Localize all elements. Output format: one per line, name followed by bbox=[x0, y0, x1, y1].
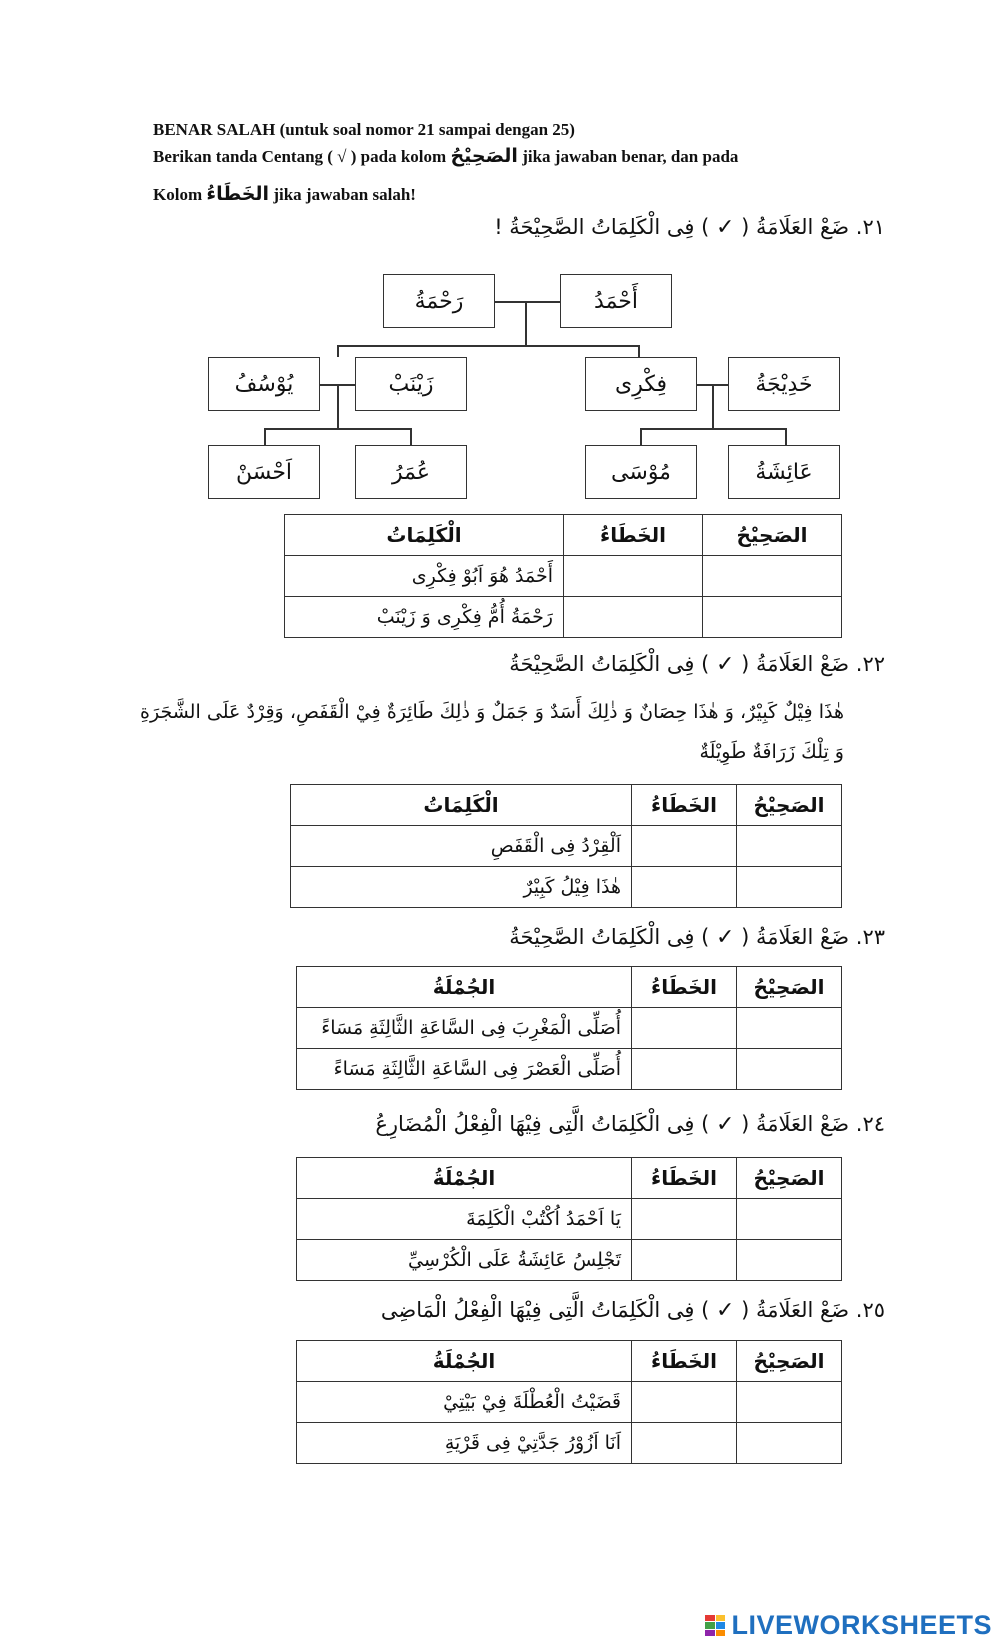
question-number: ٢٣. bbox=[855, 925, 885, 949]
table-row bbox=[297, 1382, 842, 1423]
tree-connector bbox=[410, 428, 412, 445]
question-number: ٢٢. bbox=[855, 652, 885, 676]
tree-connector bbox=[264, 428, 266, 445]
table-row bbox=[297, 1240, 842, 1281]
answer-cell-correct[interactable] bbox=[737, 1240, 842, 1281]
checkmark-icon: ✓ bbox=[715, 652, 735, 677]
header-statement: الجُمْلَةُ bbox=[297, 1341, 632, 1382]
header-statement: الجُمْلَةُ bbox=[297, 1158, 632, 1199]
statement-cell: قَضَيْتُ الْعُطْلَةَ فِيْ بَيْتِيْ bbox=[297, 1382, 632, 1423]
tree-connector bbox=[337, 384, 339, 428]
tree-connector bbox=[525, 301, 527, 346]
instruction-line-1: BENAR SALAH (untuk soal nomor 21 sampai dengan 25) bbox=[153, 120, 575, 139]
instruction-line-3-pre: Kolom bbox=[153, 185, 207, 204]
statement-cell: أُصَلِّى الْعَصْرَ فِى السَّاعَةِ الثَّالِثَةِ مَسَاءً bbox=[297, 1049, 632, 1090]
table-header-row bbox=[297, 1341, 842, 1382]
instruction-line-2-post: jika jawaban benar, dan pada bbox=[517, 147, 739, 166]
answer-cell-wrong[interactable] bbox=[632, 826, 737, 867]
table-header-row bbox=[297, 1158, 842, 1199]
tree-connector bbox=[337, 345, 339, 357]
question-instruction-post: ) فِى الْكَلِمَاتُ الَّتِى فِيْهَا الْفِعْلُ الْمُضَارِعُ bbox=[375, 1112, 710, 1136]
statement-cell: أَحْمَدُ هُوَ اَبُوْ فِكْرِى bbox=[285, 556, 564, 597]
question-instruction-post: ) فِى الْكَلِمَاتُ الصَّحِيْحَةُ ! bbox=[494, 215, 710, 239]
header-wrong: الخَطَاءُ bbox=[632, 967, 737, 1008]
question-instruction-pre: ضَعْ العَلَامَةُ ( bbox=[741, 1112, 850, 1136]
question-25 bbox=[381, 1298, 885, 1323]
tree-node-aisyah: عَائِشَةُ bbox=[728, 445, 840, 499]
answer-cell-correct[interactable] bbox=[737, 1423, 842, 1464]
table-row bbox=[297, 1049, 842, 1090]
tree-connector bbox=[264, 428, 410, 430]
instruction-line-2-pre: Berikan tanda Centang ( √ ) pada kolom bbox=[153, 147, 451, 166]
answer-cell-correct[interactable] bbox=[737, 1382, 842, 1423]
table-row bbox=[297, 1008, 842, 1049]
table-row bbox=[291, 867, 842, 908]
table-row bbox=[297, 1423, 842, 1464]
header-correct: الصَحِيْحُ bbox=[737, 1341, 842, 1382]
header-wrong: الخَطَاءُ bbox=[632, 785, 737, 826]
tree-node-musa: مُوْسَى bbox=[585, 445, 697, 499]
answer-cell-correct[interactable] bbox=[737, 826, 842, 867]
question-24 bbox=[375, 1112, 885, 1137]
tree-connector bbox=[337, 345, 639, 347]
tree-connector bbox=[638, 345, 640, 357]
answer-cell-wrong[interactable] bbox=[632, 1423, 737, 1464]
q23-answer-table bbox=[296, 966, 842, 1090]
liveworksheets-logo[interactable] bbox=[705, 1610, 992, 1641]
header-correct: الصَحِيْحُ bbox=[737, 967, 842, 1008]
tree-connector bbox=[640, 428, 642, 445]
q25-answer-table bbox=[296, 1340, 842, 1464]
question-instruction-pre: ضَعْ العَلَامَةُ ( bbox=[741, 215, 850, 239]
question-instruction-post: ) فِى الْكَلِمَاتُ الصَّحِيْحَةُ bbox=[509, 652, 710, 676]
question-number: ٢٤. bbox=[855, 1112, 885, 1136]
checkmark-icon: ✓ bbox=[715, 215, 735, 240]
tree-connector bbox=[640, 428, 785, 430]
header-correct: الصَحِيْحُ bbox=[737, 1158, 842, 1199]
q22-answer-table bbox=[290, 784, 842, 908]
tree-connector bbox=[785, 428, 787, 445]
statement-cell: هٰذَا فِيْلُ كَبِيْرٌ bbox=[291, 867, 632, 908]
header-wrong: الخَطَاءُ bbox=[564, 515, 703, 556]
checkmark-icon: ✓ bbox=[715, 925, 735, 950]
answer-cell-wrong[interactable] bbox=[632, 867, 737, 908]
answer-cell-wrong[interactable] bbox=[632, 1382, 737, 1423]
table-row bbox=[291, 826, 842, 867]
instruction-line-3-arabic: الخَطَاءُ bbox=[206, 183, 270, 205]
table-header-row bbox=[297, 967, 842, 1008]
tree-connector bbox=[712, 384, 714, 428]
statement-cell: رَحْمَةُ أُمُّ فِكْرِى وَ زَيْنَبْ bbox=[285, 597, 564, 638]
q24-answer-table bbox=[296, 1157, 842, 1281]
instruction-line-3 bbox=[153, 183, 416, 205]
tree-connector bbox=[495, 301, 560, 303]
answer-cell-wrong[interactable] bbox=[632, 1008, 737, 1049]
checkmark-icon: ✓ bbox=[715, 1112, 735, 1137]
instruction-line-2-arabic: الصَحِيْحُ bbox=[450, 145, 518, 167]
answer-cell-wrong[interactable] bbox=[564, 556, 703, 597]
question-instruction-pre: ضَعْ العَلَامَةُ ( bbox=[741, 652, 850, 676]
table-header-row bbox=[291, 785, 842, 826]
tree-node-yusuf: يُوْسُفُ bbox=[208, 357, 320, 411]
answer-cell-wrong[interactable] bbox=[632, 1240, 737, 1281]
answer-cell-wrong[interactable] bbox=[632, 1049, 737, 1090]
instruction-line-2 bbox=[153, 145, 738, 167]
table-row bbox=[297, 1199, 842, 1240]
question-instruction-post: ) فِى الْكَلِمَاتُ الَّتِى فِيْهَا الْفِعْلُ الْمَاضِى bbox=[380, 1298, 710, 1322]
tree-node-fikri: فِكْرِى bbox=[585, 357, 697, 411]
header-statement: الجُمْلَةُ bbox=[297, 967, 632, 1008]
question-instruction-pre: ضَعْ العَلَامَةُ ( bbox=[741, 1298, 850, 1322]
statement-cell: أُصَلِّى الْمَغْرِبَ فِى السَّاعَةِ الثَّالِثَةِ مَسَاءً bbox=[297, 1008, 632, 1049]
header-correct: الصَحِيْحُ bbox=[737, 785, 842, 826]
answer-cell-correct[interactable] bbox=[737, 1199, 842, 1240]
statement-cell: اَنَا اَزُوْرُ جَدَّتِيْ فِى قَرْيَةِ bbox=[297, 1423, 632, 1464]
tree-node-zainab: زَيْنَبْ bbox=[355, 357, 467, 411]
tree-node-rahmah: رَحْمَةُ bbox=[383, 274, 495, 328]
q22-passage: هٰذَا فِيْلٌ كَبِيْرٌ، وَ هٰذَا حِصَانٌ وَ ذٰلِكَ أَسَدٌ وَ جَمَلٌ وَ ذٰلِكَ طَائِرَةٌ فِيْ الْقَفَصِ، وَقِرْدٌ عَلَى الشَّجَرَةِ وَ تِلْكَ زَرَافَةٌ طَوِيْلَةٌ bbox=[140, 701, 844, 763]
question-instruction-pre: ضَعْ العَلَامَةُ ( bbox=[741, 925, 850, 949]
tree-node-ahsan: اَحْسَنْ bbox=[208, 445, 320, 499]
statement-cell: يَا اَحْمَدُ اُكْتُبْ الْكَلِمَةَ bbox=[297, 1199, 632, 1240]
statement-cell: اَلْقِرْدُ فِى الْقَفَصِ bbox=[291, 826, 632, 867]
statement-cell: تَجْلِسُ عَائِشَةُ عَلَى الْكُرْسِيِّ bbox=[297, 1240, 632, 1281]
header-statement: الْكَلِمَاتُ bbox=[285, 515, 564, 556]
answer-cell-wrong[interactable] bbox=[632, 1199, 737, 1240]
tree-node-umar: عُمَرُ bbox=[355, 445, 467, 499]
answer-cell-correct[interactable] bbox=[737, 1008, 842, 1049]
tree-node-khadijah: خَدِيْجَةُ bbox=[728, 357, 840, 411]
logo-text: LIVEWORKSHEETS bbox=[731, 1610, 992, 1640]
table-row bbox=[285, 556, 842, 597]
header-statement: الْكَلِمَاتُ bbox=[291, 785, 632, 826]
header-correct: الصَحِيْحُ bbox=[703, 515, 842, 556]
logo-mark-icon bbox=[705, 1615, 725, 1637]
table-header-row bbox=[285, 515, 842, 556]
header-wrong: الخَطَاءُ bbox=[632, 1341, 737, 1382]
question-22 bbox=[509, 652, 885, 677]
question-number: ٢١. bbox=[855, 215, 885, 239]
answer-cell-correct[interactable] bbox=[703, 597, 842, 638]
instruction-line-3-post: jika jawaban salah! bbox=[269, 185, 416, 204]
answer-cell-correct[interactable] bbox=[737, 1049, 842, 1090]
header-wrong: الخَطَاءُ bbox=[632, 1158, 737, 1199]
table-row bbox=[285, 597, 842, 638]
question-23 bbox=[509, 925, 885, 950]
question-instruction-post: ) فِى الْكَلِمَاتُ الصَّحِيْحَةُ bbox=[509, 925, 710, 949]
question-number: ٢٥. bbox=[855, 1298, 885, 1322]
answer-cell-wrong[interactable] bbox=[564, 597, 703, 638]
answer-cell-correct[interactable] bbox=[703, 556, 842, 597]
answer-cell-correct[interactable] bbox=[737, 867, 842, 908]
q21-answer-table bbox=[284, 514, 842, 638]
question-21 bbox=[494, 215, 885, 240]
tree-node-ahmad: أَحْمَدُ bbox=[560, 274, 672, 328]
checkmark-icon: ✓ bbox=[715, 1298, 735, 1323]
